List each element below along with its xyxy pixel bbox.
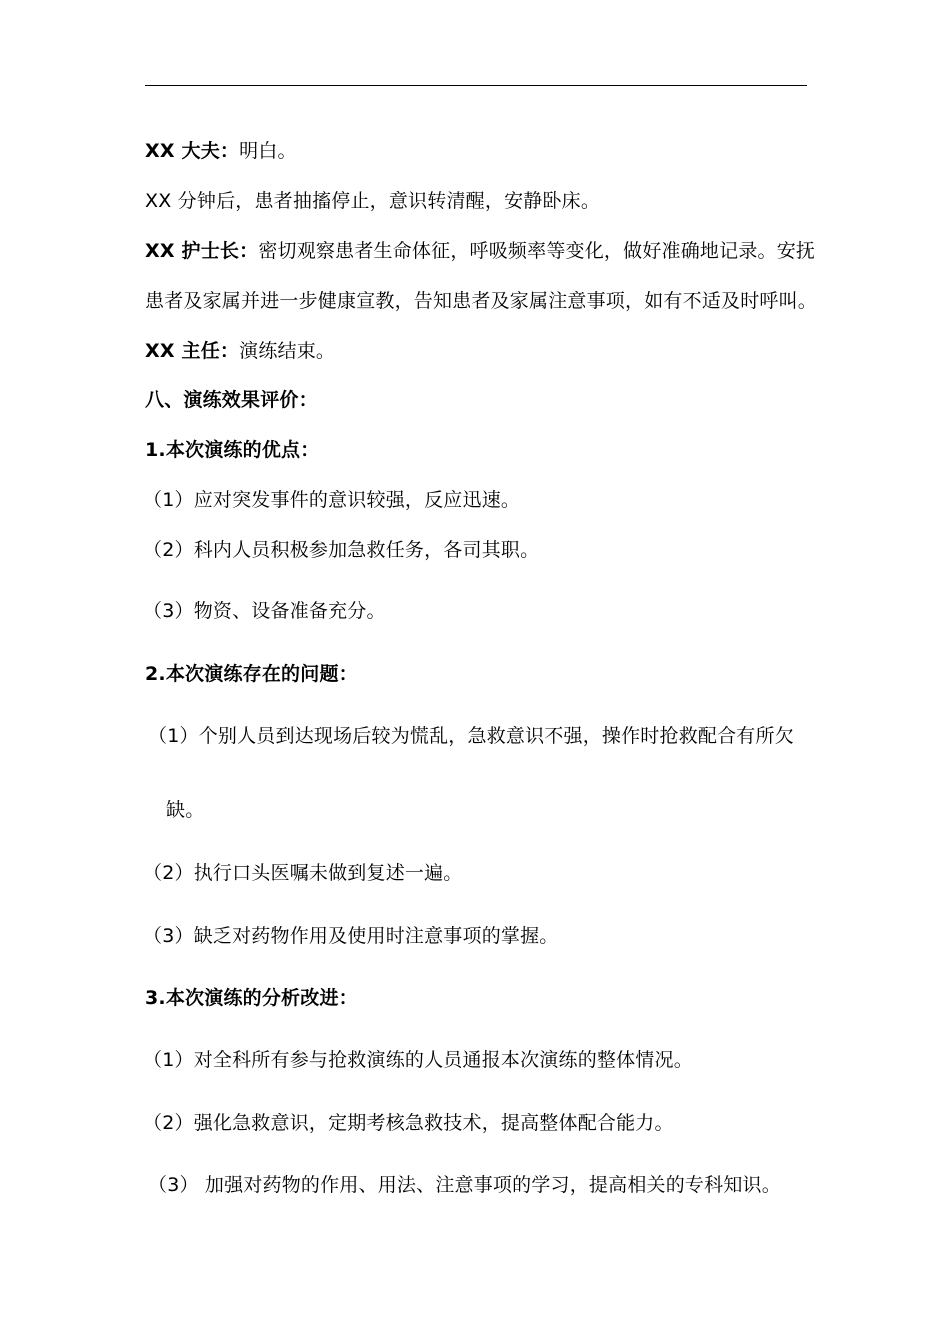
list-item: （3） 加强对药物的作用、用法、注意事项的学习，提高相关的专科知识。 [148, 1174, 781, 1196]
speaker-label: XX 护士长： [145, 240, 259, 262]
list-item: （1）个别人员到达现场后较为慌乱，急救意识不强，操作时抢救配合有所欠 [148, 725, 794, 747]
section-heading: 八、演练效果评价： [145, 389, 318, 411]
speaker-label: XX 大夫： [145, 140, 240, 162]
subsection-title-3: 3.本次演练的分析改进： [145, 987, 358, 1009]
list-item-continuation: 缺。 [166, 799, 205, 821]
subsection-title-2: 2.本次演练存在的问题： [145, 663, 358, 685]
list-item: （2）执行口头医嘱未做到复述一遍。 [143, 862, 463, 884]
speaker-label: XX 主任： [145, 340, 240, 362]
list-item: （2）强化急救意识，定期考核急救技术，提高整体配合能力。 [143, 1112, 674, 1134]
list-item: （3）物资、设备准备充分。 [143, 600, 386, 622]
list-item: （1）对全科所有参与抢救演练的人员通报本次演练的整体情况。 [143, 1049, 693, 1071]
header-rule [145, 85, 807, 86]
dialogue-line-2-cont: 患者及家属并进一步健康宣教，告知患者及家属注意事项，如有不适及时呼叫。 [145, 290, 818, 312]
narration-line: XX 分钟后，患者抽搐停止，意识转清醒，安静卧床。 [145, 190, 601, 212]
list-item: （2）科内人员积极参加急救任务，各司其职。 [143, 539, 540, 561]
list-item: （3）缺乏对药物作用及使用时注意事项的掌握。 [143, 925, 559, 947]
subsection-title-1: 1.本次演练的优点： [145, 439, 320, 461]
dialogue-text: 密切观察患者生命体征，呼吸频率等变化，做好准确地记录。安抚 [258, 240, 816, 262]
dialogue-line-1 [145, 138, 297, 164]
dialogue-line-2 [145, 238, 815, 264]
dialogue-text: 演练结束。 [239, 340, 336, 362]
dialogue-line-3 [145, 338, 335, 364]
dialogue-text: 明白。 [239, 140, 297, 162]
list-item: （1）应对突发事件的意识较强，反应迅速。 [143, 489, 521, 511]
